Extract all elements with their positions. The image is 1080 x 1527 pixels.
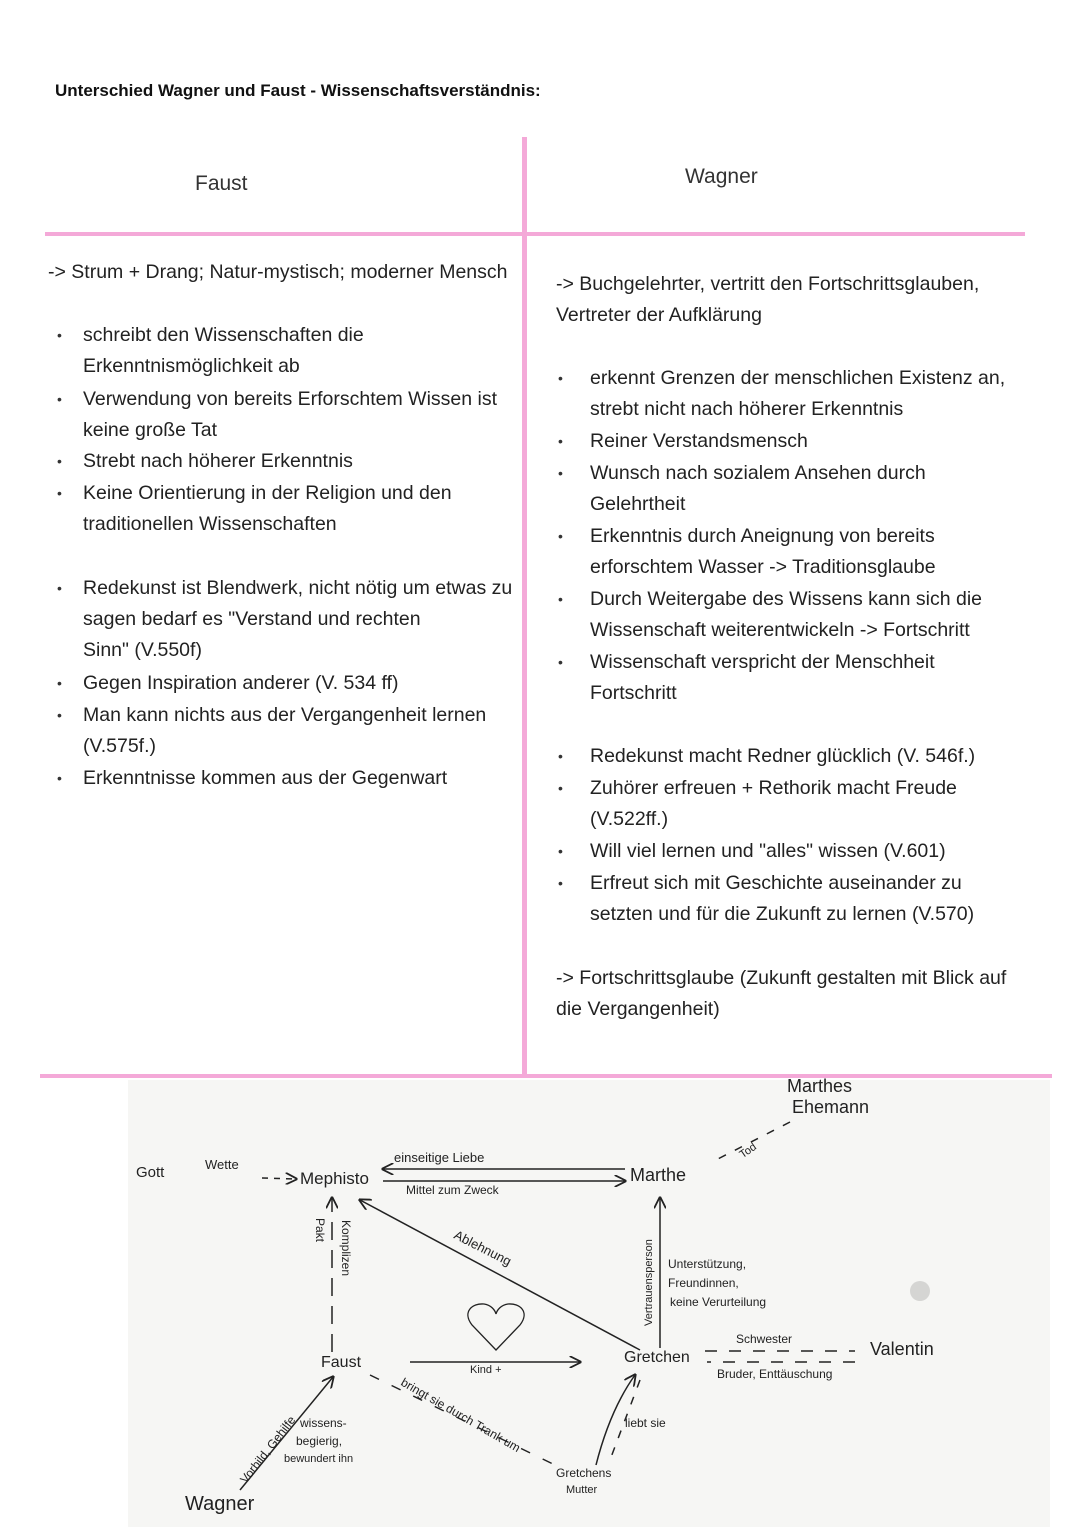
faust-point-line: Erkenntnismöglichkeit ab — [83, 355, 300, 377]
faust-point-line: schreibt den Wissenschaften die — [83, 324, 364, 346]
wagner-point-line: Reiner Verstandsmensch — [590, 430, 808, 452]
bullet-icon: • — [558, 433, 563, 449]
wagner-point-line: strebt nicht nach höherer Erkenntnis — [590, 398, 904, 420]
wissens-label: bewundert ihn — [284, 1453, 354, 1465]
faust-point-line: Keine Orientierung in der Religion und den — [83, 482, 452, 504]
wagner-point-line: Gelehrtheit — [590, 493, 686, 515]
bullet-icon: • — [57, 675, 62, 691]
vorbild-label: Vorbild, Gehilfe — [237, 1413, 299, 1487]
bullet-icon: • — [57, 391, 62, 407]
ablehnung-label: Ablehnung — [451, 1227, 514, 1269]
wagner-outro: die Vergangenheit) — [556, 998, 720, 1020]
bullet-icon: • — [558, 748, 563, 764]
wagner-point-line: Fortschritt — [590, 682, 677, 704]
faust-point-line: traditionellen Wissenschaften — [83, 513, 337, 535]
marthes-ehemann-node: Marthes — [787, 1076, 853, 1096]
faust-point-line: Gegen Inspiration anderer (V. 534 ff) — [83, 672, 399, 694]
faust-point-line: Man kann nichts aus der Vergangenheit lernen — [83, 704, 487, 726]
faust-intro: -> Strum + Drang; Natur-mystisch; moderner Mensch — [48, 261, 508, 283]
faust-point-line: Sinn" (V.550f) — [83, 639, 202, 661]
bullet-icon: • — [57, 485, 62, 501]
wagner-point-line: (V.522ff.) — [590, 808, 669, 830]
punch-hole — [910, 1281, 930, 1301]
faust-point-line: Verwendung von bereits Erforschtem Wissen ist — [83, 388, 498, 410]
faust-point-line: Strebt nach höherer Erkenntnis — [83, 450, 353, 472]
bullet-icon: • — [558, 843, 563, 859]
liebt-sie-label: liebt sie — [625, 1416, 666, 1430]
page-title: Unterschied Wagner und Faust - Wissenschaftsverständnis: — [55, 81, 541, 100]
wagner-outro: -> Fortschrittsglaube (Zukunft gestalten mit Blick auf — [556, 967, 1007, 989]
pakt-label: Pakt — [313, 1218, 327, 1243]
wagner-point-line: erforschtem Wasser -> Traditionsglaube — [590, 556, 936, 578]
faust-header: Faust — [195, 172, 248, 195]
bullet-icon: • — [57, 453, 62, 469]
faust-point-line: (V.575f.) — [83, 735, 156, 757]
wagner-node: Wagner — [185, 1493, 255, 1515]
gretchens-mutter-node: Gretchens — [556, 1466, 612, 1480]
bullet-icon: • — [558, 780, 563, 796]
marthe-node: Marthe — [630, 1165, 687, 1185]
unterstuetzung-label: keine Verurteilung — [670, 1295, 767, 1309]
tod-label: Tod — [737, 1140, 759, 1162]
mephisto-node: Mephisto — [300, 1169, 369, 1188]
gott-wette-arrow — [262, 1178, 296, 1179]
bullet-icon: • — [57, 707, 62, 723]
wagner-header: Wagner — [685, 165, 758, 188]
marthes-ehemann-node: Ehemann — [792, 1097, 870, 1117]
wagner-intro: -> Buchgelehrter, vertritt den Fortschrittsglauben, — [556, 273, 980, 295]
faust-point-line: Redekunst ist Blendwerk, nicht nötig um etwas zu — [83, 577, 513, 599]
faust-point-line: keine große Tat — [83, 419, 218, 441]
wagner-point-line: Wissenschaft weiterentwickeln -> Fortschritt — [590, 619, 970, 641]
bullet-icon: • — [57, 580, 62, 596]
wagner-point-line: setzten und für die Zukunft zu lernen (V.570) — [590, 903, 975, 925]
bullet-icon: • — [57, 770, 62, 786]
wagner-point-line: erkennt Grenzen der menschlichen Existenz an, — [590, 367, 1006, 389]
wagner-point-line: Wissenschaft verspricht der Menschheit — [590, 651, 935, 673]
unterstuetzung-label: Unterstützung, — [668, 1257, 747, 1271]
wagner-point-line: Will viel lernen und "alles" wissen (V.601) — [590, 840, 946, 862]
gretchens-mutter-node: Mutter — [566, 1484, 598, 1496]
wagner-point-line: Wunsch nach sozialem Ansehen durch — [590, 462, 926, 484]
bullet-icon: • — [558, 528, 563, 544]
komplizen-label: Komplizen — [339, 1220, 353, 1277]
wagner-point-line: Durch Weitergabe des Wissens kann sich die — [590, 588, 982, 610]
wette-label: Wette — [205, 1157, 239, 1172]
bullet-icon: • — [558, 370, 563, 386]
wissens-label: begierig, — [296, 1434, 343, 1448]
faust-point-line: sagen bedarf es "Verstand und rechten — [83, 608, 421, 630]
wagner-point-line: Erfreut sich mit Geschichte auseinander zu — [590, 872, 962, 894]
wagner-point-line: Zuhörer erfreuen + Rethorik macht Freude — [590, 777, 957, 799]
wagner-point-line: Redekunst macht Redner glücklich (V. 546f.) — [590, 745, 976, 767]
bringt-um-label: bringt sie durch Trank um — [398, 1375, 523, 1455]
faust-point-line: Erkenntnisse kommen aus der Gegenwart — [83, 767, 448, 789]
unterstuetzung-label: Freundinnen, — [668, 1276, 739, 1290]
gott-node: Gott — [136, 1164, 165, 1181]
valentin-node: Valentin — [870, 1339, 934, 1359]
bullet-icon: • — [57, 327, 62, 343]
bruder-label: Bruder, Enttäuschung — [717, 1367, 833, 1381]
wissens-label: wissens- — [300, 1416, 347, 1430]
wagner-intro: Vertreter der Aufklärung — [556, 304, 762, 326]
bullet-icon: • — [558, 465, 563, 481]
bullet-icon: • — [558, 875, 563, 891]
vertrauensperson-label: Vertrauensperson — [643, 1239, 655, 1326]
bullet-icon: • — [558, 591, 563, 607]
wagner-point-line: Erkenntnis durch Aneignung von bereits — [590, 525, 935, 547]
einseitige-liebe-label: einseitige Liebe — [394, 1150, 485, 1165]
mittel-zum-zweck-label: Mittel zum Zweck — [406, 1183, 499, 1197]
faust-node: Faust — [321, 1354, 362, 1371]
gretchen-node: Gretchen — [624, 1349, 690, 1366]
kind-label: Kind + — [470, 1364, 502, 1376]
bullet-icon: • — [558, 654, 563, 670]
schwester-label: Schwester — [736, 1332, 793, 1346]
